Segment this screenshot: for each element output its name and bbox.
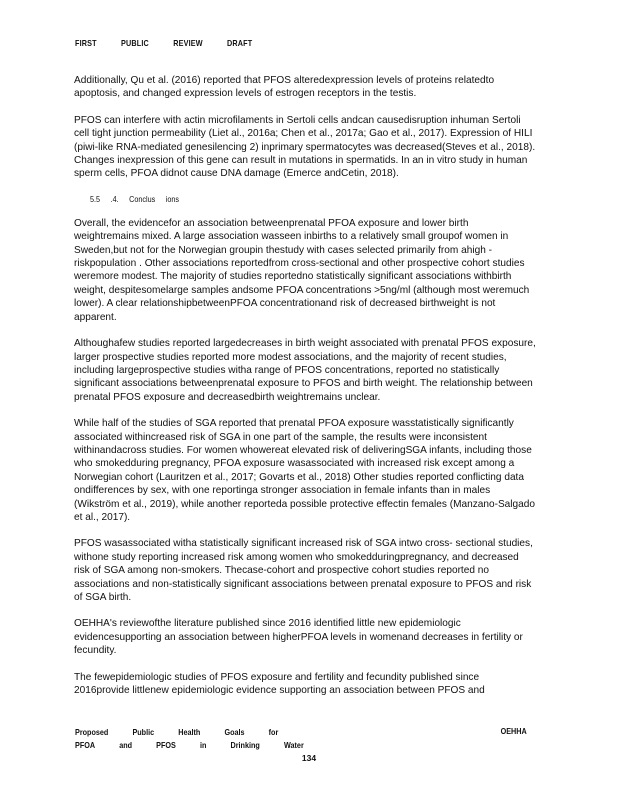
draft-header bbox=[75, 38, 274, 48]
paragraph: OEHHA's reviewofthe literature published since 2016 identified little new epidemiologic evidencesupporting an association between higherPFOA levels in womenand decreases in fertility or fecundity. bbox=[74, 618, 523, 657]
paragraph: While half of the studies of SGA reported that prenatal PFOA exposure wasstatistically significantly associated withincreased risk of SGA in one part of the sample, the results were inconsistent withinandacross studies. For women whowereat elevated risk of deliveringSGA infants, including those who smokedduring pregnancy, PFOA exposure wasassociated with increased risk except among a Norwegian cohort (Lauritzen et al., 2017; Govarts et al., 2018) Other studies reported conflicting data ondifferences by sex, with one reportinga stronger association in female infants than in males (Wikström et al., 2019), while another reporteda possible protective effectin females (Manzano-Salgado et al., 2017). bbox=[74, 418, 535, 523]
footer-word: Health bbox=[178, 727, 201, 737]
header-word: PUBLIC bbox=[121, 38, 149, 48]
footer-word: for bbox=[268, 727, 279, 737]
footer-word: Public bbox=[132, 727, 155, 737]
section-title-part: Conclus bbox=[129, 193, 156, 204]
paragraph: Overall, the evidencefor an association betweenprenatal PFOA exposure and lower birth weightremains mixed. A large association wasseen inbirths to a relatively small groupof women in Sweden,but not for the Norwegian groupin thestudy with cases selected primarily from ahigh -riskpopulation . Other associations reportedfrom cross-sectional and other prospective cohort studies weremore modest. The majority of studies reportedno statistically significant associations withbirth weight, despitesomelarge samples andsome PFOA concentrations >5ng/ml (although most weremuch lower). A clear relationshipbetweenPFOA concentrationand risk of decreased birthweight is not apparent. bbox=[74, 217, 530, 323]
footer-word: PFOS bbox=[156, 740, 176, 750]
paragraph: PFOS can interfere with actin microfilaments in Sertoli cells andcan causedisruption inhuman Sertoli cell tight junction permeability (Liet al., 2016a; Chen et al., 2017a; Gao et al., 2017). Expression of HILI (piwi-like RNA-mediated genesilencing 2) inprimary spermatocytes was decreased(Steves et al., 2018). Changes inexpression of this gene can result in mutations in spermatids. In an in vitro study in human sperm cells, PFOA didnot cause DNA damage (Emerce andCetin, 2018). bbox=[74, 114, 536, 180]
footer-word: Proposed bbox=[75, 727, 109, 737]
footer-word: and bbox=[119, 740, 133, 750]
footer-line bbox=[75, 726, 463, 739]
page-number: 134 bbox=[301, 753, 317, 763]
footer-word: PFOA bbox=[75, 740, 96, 750]
section-subnumber: .4. bbox=[110, 193, 119, 204]
section-number: 5.5 bbox=[90, 193, 101, 204]
paragraph: PFOS wasassociated witha statistically significant increased risk of SGA intwo cross- sectional studies, withone study reporting increased risk among women who smokedduringpregnancy, and decreased risk of SGA among non-smokers. Thecase-cohort and prospective cohort studies reported no associations and non-statistically significant associations between prenatal exposure to PFOS and risk of SGA birth. bbox=[74, 538, 533, 603]
header-word: DRAFT bbox=[227, 38, 253, 48]
paragraph: Additionally, Qu et al. (2016) reported that PFOS alteredexpression levels of proteins relatedto apoptosis, and changed expression levels of estrogen receptors in the testis. bbox=[74, 75, 495, 100]
section-title-part: ions bbox=[165, 193, 180, 204]
header-word: REVIEW bbox=[173, 38, 203, 48]
footer-word: Goals bbox=[224, 727, 245, 737]
header-word: FIRST bbox=[75, 38, 97, 48]
section-heading bbox=[90, 194, 469, 204]
footer-line bbox=[75, 739, 463, 752]
footer-agency: OEHHA bbox=[500, 726, 527, 736]
footer-word: Drinking bbox=[230, 740, 260, 750]
paragraph: The fewepidemiologic studies of PFOS exposure and fertility and fecundity published since 2016provide littlenew epidemiologic evidence supporting an association between PFOS and bbox=[74, 671, 485, 697]
paragraph: Althoughafew studies reported largedecreases in birth weight associated with prenatal PFOS exposure, larger prospective studies reported more modest associations, and the majority of recent studies, including largeprospective studies witha range of PFOS concentrations, reported no statistically significant associations betweenprenatal exposure to PFOS and birth weight. The relationship between prenatal PFOS exposure and decreasedbirth weightremains unclear. bbox=[74, 338, 536, 403]
footer-word: Water bbox=[283, 740, 304, 750]
page-footer bbox=[75, 726, 531, 752]
footer-word: in bbox=[199, 740, 207, 750]
document-body bbox=[74, 74, 536, 710]
